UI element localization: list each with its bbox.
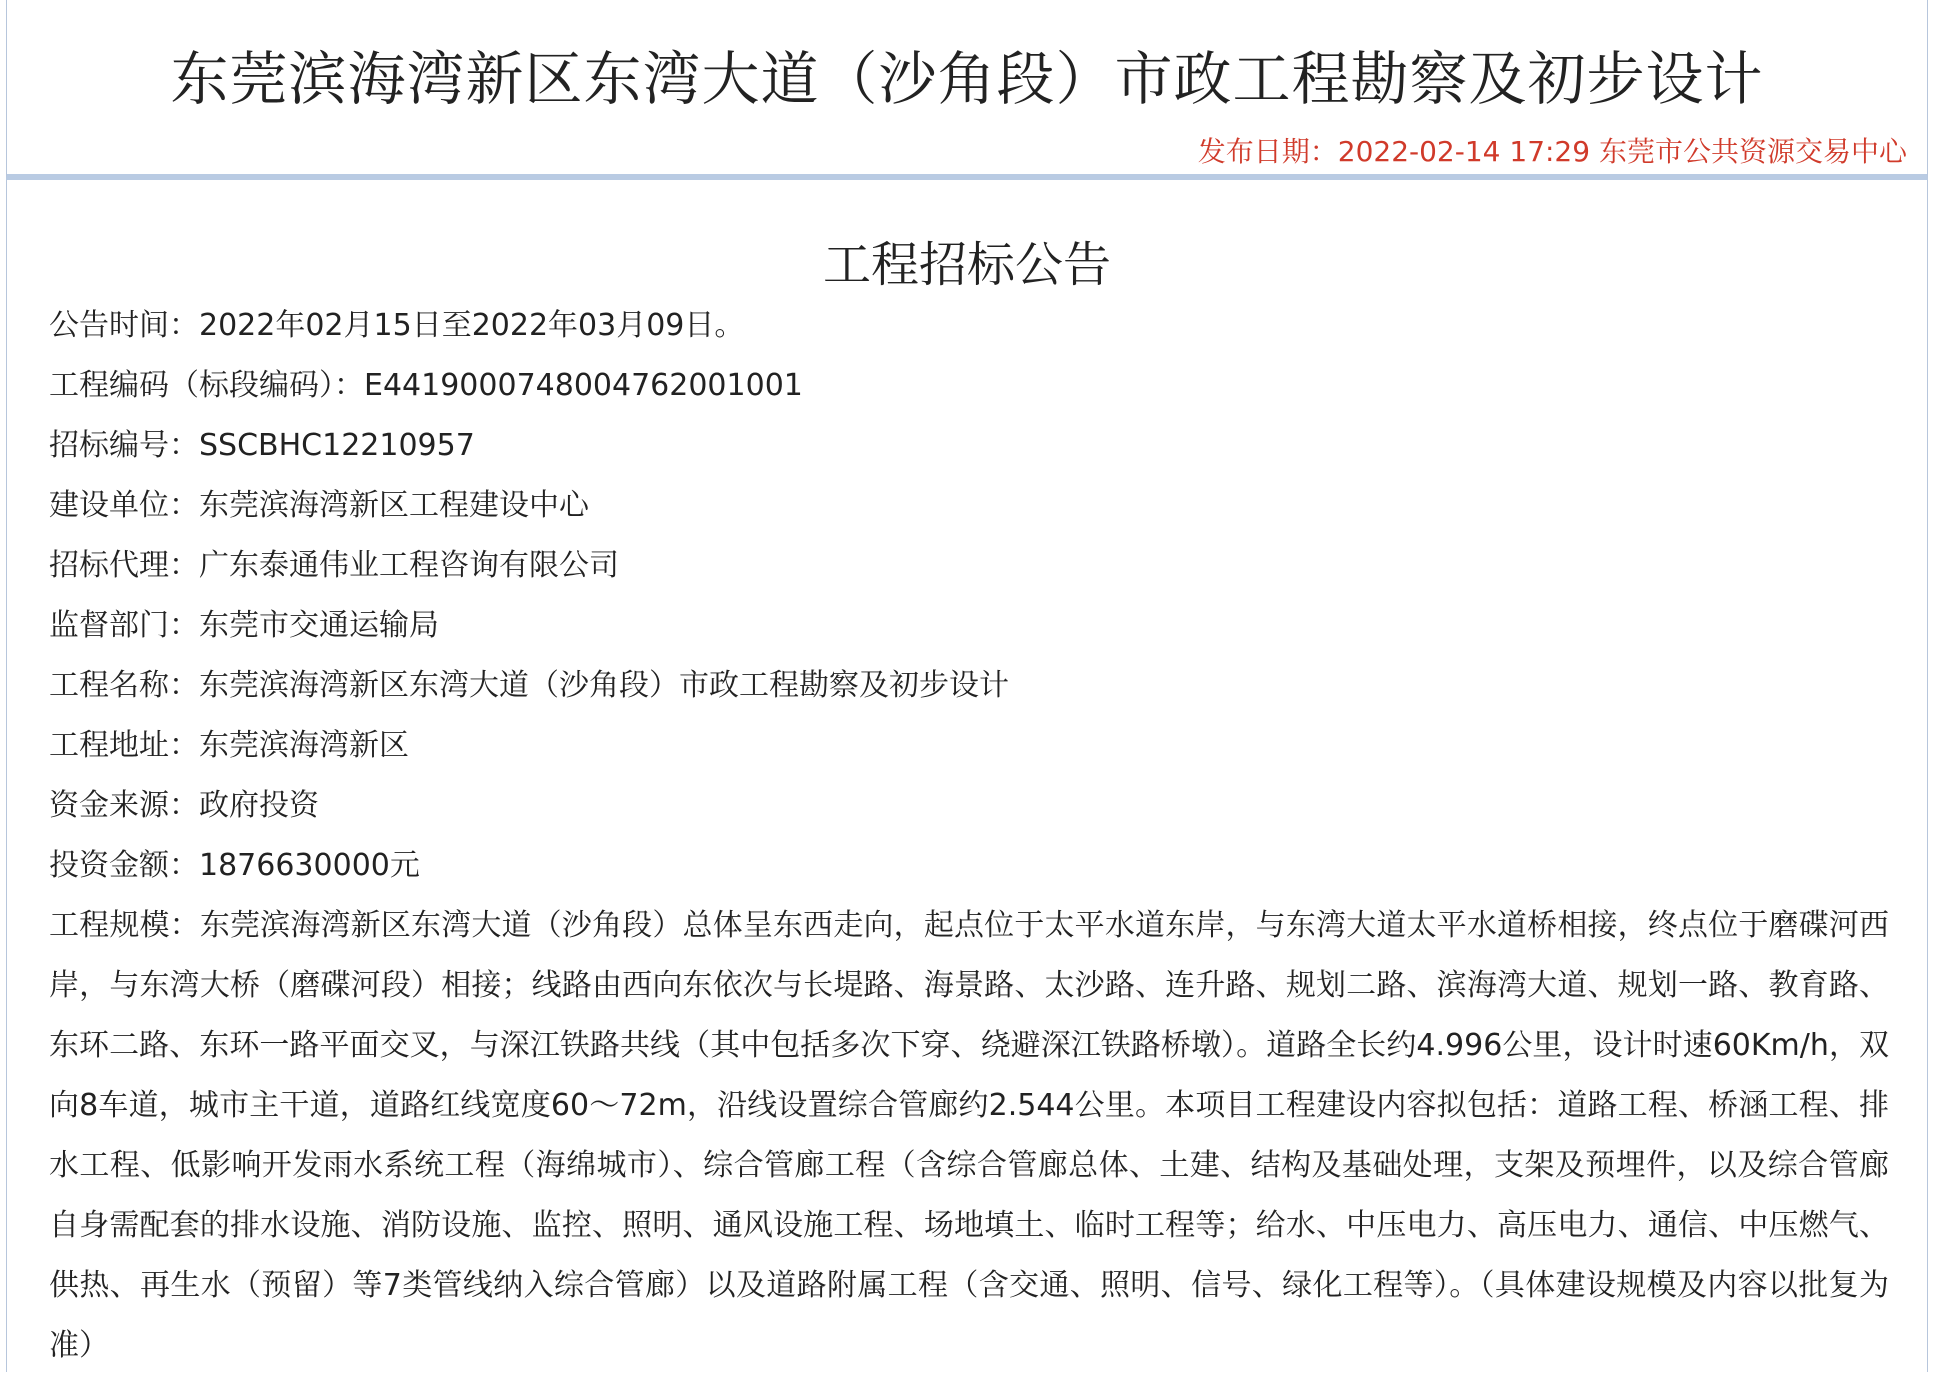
field-announce-time	[49, 296, 1889, 356]
field-label: 工程规模：	[49, 908, 200, 943]
field-tender-agent	[49, 536, 1889, 596]
field-value: 广东泰通伟业工程咨询有限公司	[199, 548, 619, 583]
page-title: 东莞滨海湾新区东湾大道（沙角段）市政工程勘察及初步设计	[170, 45, 1764, 113]
field-project-scale	[49, 896, 1889, 1376]
field-label: 投资金额：	[49, 848, 199, 883]
field-label: 工程地址：	[49, 728, 199, 763]
publish-datetime: 2022-02-14 17:29	[1337, 135, 1591, 168]
field-value: 东莞滨海湾新区工程建设中心	[199, 488, 589, 523]
field-investment-amount	[49, 836, 1889, 896]
publisher-name: 东莞市公共资源交易中心	[1598, 135, 1907, 168]
notice-content	[6, 180, 1928, 1372]
field-value: SSCBHC12210957	[199, 428, 475, 463]
field-value: 2022年02月15日至2022年03月09日。	[199, 308, 745, 343]
field-value: 东莞滨海湾新区东湾大道（沙角段）总体呈东西走向，起点位于太平水道东岸，与东湾大道太平水道桥相接，终点位于磨碟河西岸，与东湾大桥（磨碟河段）相接；线路由西向东依次与长堤路、海景路、太沙路、连升路、规划二路、滨海湾大道、规划一路、教育路、东环二路、东环一路平面交叉，与深江铁路共线（其中包括多次下穿、绕避深江铁路桥墩）。道路全长约4.996公里，设计时速60Km/h，双向8车道，城市主干道，道路红线宽度60～72m，沿线设置综合管廊约2.544公里。本项目工程建设内容拟包括：道路工程、桥涵工程、排水工程、低影响开发雨水系统工程（海绵城市）、综合管廊工程（含综合管廊总体、土建、结构及基础处理，支架及预埋件，以及综合管廊自身需配套的排水设施、消防设施、监控、照明、通风设施工程、场地填土、临时工程等；给水、中压电力、高压电力、通信、中压燃气、供热、再生水（预留）等7类管线纳入综合管廊）以及道路附属工程（含交通、照明、信号、绿化工程等）。（具体建设规模及内容以批复为准）	[49, 908, 1890, 1363]
field-value: 东莞滨海湾新区东湾大道（沙角段）市政工程勘察及初步设计	[199, 668, 1009, 703]
field-value: 东莞市交通运输局	[199, 608, 439, 643]
publish-label: 发布日期：	[1197, 135, 1338, 168]
page-header	[6, 0, 1928, 180]
field-label: 工程编码（标段编码）：	[49, 368, 364, 403]
field-label: 招标代理：	[49, 548, 199, 583]
field-project-address	[49, 716, 1889, 776]
field-project-code	[49, 356, 1889, 416]
field-fund-source	[49, 776, 1889, 836]
field-tender-number	[49, 416, 1889, 476]
publish-info	[1198, 130, 1907, 170]
field-value: 1876630000元	[199, 848, 420, 883]
field-value: 政府投资	[199, 788, 319, 823]
notice-fields	[49, 296, 1889, 1376]
field-value: E4419000748004762001001	[364, 368, 803, 403]
field-label: 监督部门：	[49, 608, 199, 643]
section-title: 工程招标公告	[822, 237, 1111, 293]
field-construction-unit	[49, 476, 1889, 536]
field-label: 资金来源：	[49, 788, 199, 823]
field-project-name	[49, 656, 1889, 716]
field-label: 建设单位：	[49, 488, 199, 523]
field-value: 东莞滨海湾新区	[199, 728, 409, 763]
field-label: 公告时间：	[49, 308, 199, 343]
field-label: 招标编号：	[49, 428, 199, 463]
field-label: 工程名称：	[49, 668, 199, 703]
field-supervisor	[49, 596, 1889, 656]
